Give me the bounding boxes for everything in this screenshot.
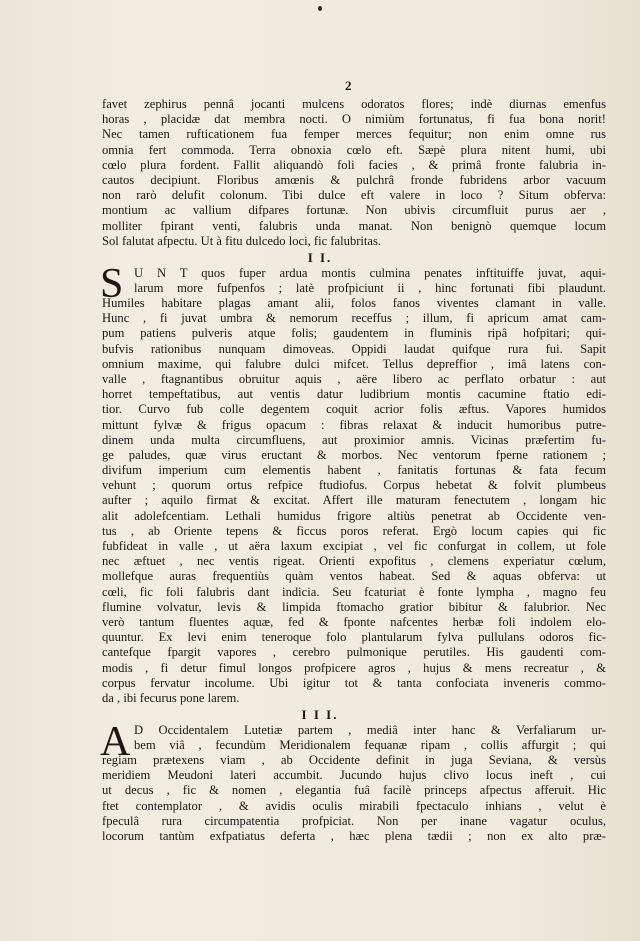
- text-line: fpeculâ rura circumpatentia profpiciat. Non per inane vagatur oculus,: [102, 813, 606, 828]
- text-line: cœli, fic foli falubris dant indicia. Seu fcaturiat è fonte lympha , magno feu: [102, 584, 606, 599]
- text-line: cautos decipiunt. Floribus amœnis & pulchrâ fronde fubridens arbor vacuum: [102, 172, 606, 187]
- intro-paragraph: [102, 97, 606, 249]
- text-line: ftet contemplator , & avidis oculis mirabili fpectaculo inhians , velut è: [102, 798, 606, 813]
- text-line: Nec tamen rufticationem fua femper merces fequitur; non enim omne rus: [102, 127, 606, 142]
- text-line: pum patiens pulveris atque folis; gaudentem in fluminis ripâ hofpitari; qui-: [102, 326, 606, 341]
- text-line: cœlo plura fordent. Fallit aliquandò foli facies , & primâ fronte falubria in-: [102, 157, 606, 172]
- text-line: bem viâ , fecundùm Meridionalem fequanæ ripam , collis affurgit ; qui: [134, 738, 606, 753]
- text-line: ut decus , fic & nomen , elegantia fuâ facilè princeps afpectus afferuit. Hic: [102, 783, 606, 798]
- text-line: Hunc , fi juvat umbra & nemorum receffus ; illum, fi apricum amat cam-: [102, 311, 606, 326]
- text-line: D Occidentalem Lutetiæ partem , mediâ inter hanc & Verfaliarum ur-: [134, 723, 606, 737]
- text-line: non rarò delufit colonum. Tibi dulce eft valere in loco ? Situm obferva:: [102, 188, 606, 203]
- text-line: fubfideat in valle , ut aëra laxum excipiat , vel fic confurgat in collem, ut fole: [102, 539, 606, 553]
- text-line: locorum tantùm exfpatiatus deferta , hæc plena tædii ; non ex alto præ-: [102, 828, 606, 843]
- text-line: modis , fi detur fimul longos profpicere agros , hujus & mens recreatur , &: [102, 660, 606, 675]
- text-line: Humiles habitare plagas amant alii, folos fanos viventes clamant in valle.: [102, 296, 606, 310]
- section-three-heading: I I I.: [301, 707, 339, 722]
- text-line: verò tantum fluentes aquæ, fed & fponte nafcentes herbæ foli indolem elo-: [102, 614, 606, 629]
- text-line: molliter fpirant venti, falubris unda manat. Non benignò quemque locum: [102, 218, 606, 233]
- text-line: omnium maxime, qui falubre dulci mifcet. Tellus depreffior , imâ latens con-: [102, 356, 606, 371]
- text-line: montium ac vallium difpares fortunæ. Non ubivis circumfluit purus aer ,: [102, 203, 606, 218]
- text-line: meridiem Meudoni lateri accumbit. Jucundo hujus clivo locus ineft , cui: [102, 768, 606, 783]
- section-three-dropcap: A: [100, 719, 131, 765]
- text-line: divifum imperium cum elementis habent , fanitatis fortunas & fata fecum: [102, 463, 606, 478]
- text-line: favet zephirus pennâ jocanti mulcens odoratos flores; indè diurnas emenfus: [102, 97, 606, 111]
- section-two-heading: I I.: [307, 250, 333, 265]
- text-line: aufter ; aquilo firmat & excitat. Affert ille maturam fenectutem , longam hic: [102, 493, 606, 508]
- text-line: larum more fufpenfos ; latè profpiciunt ii , hinc fortunati fibi plaudunt.: [134, 281, 606, 296]
- signature-mark: 2: [345, 78, 352, 93]
- text-line: flumine volvatur, levis & limpida ftomacho gratior bibitur & falubrior. Nec: [102, 599, 606, 614]
- text-line: cantefque fpargit vapores , cerebro pulmonique perutiles. His gaudenti com-: [102, 645, 606, 660]
- section-three-opening-lines: [134, 723, 606, 753]
- text-line: alit adolefcentiam. Lethali humidus frigore altiùs penetrat ab Occidente ven-: [102, 508, 606, 523]
- text-line: mittunt fylvæ & frigus opacum : fibras relaxat & inducit humoribus putre-: [102, 417, 606, 432]
- text-line: Sol falutat afpectu. Ut à fitu dulcedo loci, fic falubritas.: [102, 233, 382, 248]
- text-line: tior. Curvo fub colle degentem coquit acrior folis æftus. Vapores humidos: [102, 402, 606, 417]
- ink-speck: [318, 6, 322, 11]
- text-line: nec æftuet , nec ventis rigeat. Orienti expofitus , clemens experiatur cœlum,: [102, 554, 606, 569]
- section-two-opening-lines: [134, 266, 606, 296]
- text-line: ge paludes, quæ virus eructant & morbos. Nec ventorum fperne rationem ;: [102, 447, 606, 462]
- text-line: vehunt ; quorum ortus refpice ftudiofus. Corpus hebetat & folvit plumbeus: [102, 478, 606, 493]
- text-line: tus , ab Oriente tepens & ficcus poros referat. Ergò locum capies qui fic: [102, 523, 606, 538]
- section-two-body: [102, 296, 606, 706]
- text-line: mollefque auras frequentiùs quàm ventos habeat. Sed & aquas obferva: ut: [102, 569, 606, 584]
- section-two-dropcap: S: [100, 261, 124, 307]
- text-line: U N T quos fuper ardua montis culmina penates inftituiffe juvat, aqui-: [134, 266, 606, 280]
- text-line: horret tempeftatibus, aut ventis datur ludibrium montis cacumine ftatio edi-: [102, 387, 606, 402]
- text-line: corpus fervatur incolume. Ubi igitur tot & tanta confociata inveneris commo-: [102, 675, 606, 690]
- text-line: valle , ftagnantibus obruitur aquis , aëre libero ac perflato orbatur : aut: [102, 371, 606, 386]
- text-line: bufvis rationibus nunquam dimoveas. Oppidi laudat quifque rura fui. Sapit: [102, 341, 606, 356]
- text-line: regiam prætexens viam , ab Occidente definit in juga Seviana, & versùs: [102, 753, 606, 767]
- text-line: horas , placidæ dat membra nocti. O nimiùm fortunatus, fi fua bona norit!: [102, 112, 606, 127]
- text-line: dinem unda multa circumfluens, aut proximior amnis. Vicinas præfertim fu-: [102, 432, 606, 447]
- text-line: quuntur. Ex levi enim teneroque folo plantularum fylva pullulans odoros fic-: [102, 630, 606, 645]
- text-line: omnia fert commoda. Terra obnoxia cœlo eft. Sæpè plura nitent humi, ubi: [102, 142, 606, 157]
- text-line: da , ibi fecurus pone larem.: [102, 690, 240, 705]
- section-three-body: [102, 753, 606, 844]
